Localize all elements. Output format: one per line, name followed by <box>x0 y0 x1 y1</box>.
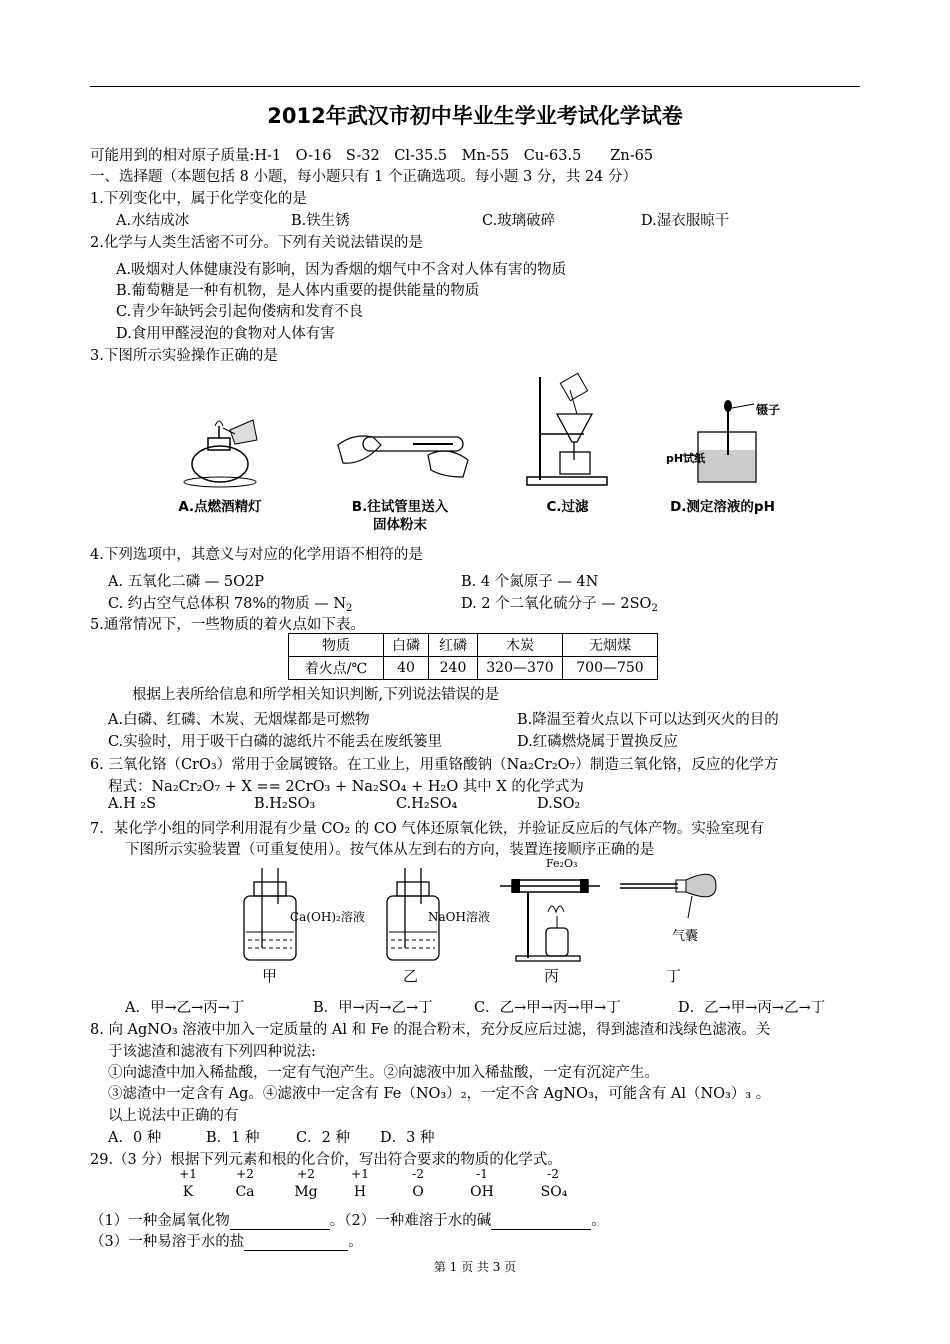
page-footer: 第 1 页 共 3 页 <box>433 1260 517 1274</box>
fig-a-label: A.点燃酒精灯 <box>178 499 262 515</box>
q2-option-b: B.葡萄糖是一种有机物，是人体内重要的提供能量的物质 <box>116 283 480 299</box>
q8-line3: ①向滤渣中加入稀盐酸，一定有气泡产生。②向滤液中加入稀盐酸，一定有沉淀产生。 <box>108 1065 659 1081</box>
ignition-point-table <box>288 633 658 680</box>
gas-bag-figure <box>620 870 720 925</box>
symbol-h: H <box>353 1184 367 1200</box>
fig-bing-label: 丙 <box>544 967 560 985</box>
q5-option-a: A.白磷、红磷、木炭、无烟煤都是可燃物 <box>108 712 370 728</box>
q2-option-c: C.青少年缺钙会引起佝偻病和发育不良 <box>116 304 364 320</box>
symbol-mg: Mg <box>294 1184 318 1200</box>
q5-option-c: C.实验时，用于吸干白磷的滤纸片不能丢在废纸篓里 <box>108 734 443 750</box>
q4-stem: 4.下列选项中，其意义与对应的化学用语不相符的是 <box>90 547 423 563</box>
fig-b-label-line1: B.往试管里送入 <box>351 499 449 515</box>
q8-option-a: A．0 种 <box>108 1130 162 1146</box>
q6-option-c: C.H₂SO₄ <box>396 796 458 812</box>
q5-option-d: D.红磷燃烧属于置换反应 <box>517 734 678 750</box>
reduction-apparatus-figure <box>500 872 600 962</box>
valence-ca: +2 <box>236 1167 254 1181</box>
valence-oh: -1 <box>476 1167 488 1181</box>
q8-option-b: B．1 种 <box>206 1130 260 1146</box>
table-cell: 320—370 <box>478 657 563 680</box>
answer-blank-3[interactable] <box>244 1234 348 1251</box>
symbol-o: O <box>412 1184 424 1200</box>
table-cell: 40 <box>384 657 429 680</box>
valence-o: -2 <box>412 1167 424 1181</box>
fig-jia-label: 甲 <box>262 967 278 985</box>
q6-option-b: B.H₂SO₃ <box>254 796 316 812</box>
fig-d-label: D.测定溶液的pH <box>670 499 775 515</box>
fig-yi-label: 乙 <box>403 967 419 985</box>
table-header-cell: 物质 <box>289 634 384 657</box>
q8-line4: ③滤渣中一定含有 Ag。④滤液中一定含有 Fe（NO₃）₂，一定不含 AgNO₃，可能含有 Al（NO₃）₃ 。 <box>108 1086 771 1102</box>
jia-solution-label: Ca(OH)₂溶液 <box>290 910 365 924</box>
q7-option-c: C．乙→甲→丙→甲→丁 <box>474 1000 621 1016</box>
symbol-so4: SO₄ <box>540 1184 568 1200</box>
q6-option-d: D.SO₂ <box>537 796 581 812</box>
atomic-masses: 可能用到的相对原子质量:H-1 O-16 S-32 Cl-35.5 Mn-55 Cu-63.5 Zn-65 <box>90 148 654 164</box>
test-tube-figure <box>333 415 473 485</box>
fig-ding-label: 丁 <box>666 967 682 985</box>
q7-line1: 7．某化学小组的同学利用混有少量 CO₂ 的 CO 气体还原氧化铁，并验证反应后的气体产物。实验室现有 <box>90 821 764 837</box>
symbol-k: K <box>182 1184 194 1200</box>
q4-option-c: C. 约占空气总体积 78%的物质 — $N_2$ <box>108 596 353 614</box>
section-one-heading: 一、选择题（本题包括 8 小题，每小题只有 1 个正确选项。每小题 3 分，共 24 分） <box>90 169 637 185</box>
symbol-oh: OH <box>470 1184 494 1200</box>
q29-stem: 29.（3 分）根据下列元素和根的化合价，写出符合要求的物质的化学式。 <box>90 1152 562 1168</box>
answer-blank-1[interactable] <box>230 1213 330 1230</box>
q6-line1: 6. 三氧化铬（CrO₃）常用于金属镀铬。在工业上，用重铬酸钠（Na₂Cr₂O₇）制造三氧化铬，反应的化学方 <box>90 757 779 773</box>
q1-option-b: B.铁生锈 <box>291 213 350 229</box>
q8-option-c: C．2 种 <box>296 1130 350 1146</box>
alcohol-lamp-figure <box>175 412 270 490</box>
q4-option-d: D. 2 个二氧化硫分子 — $2SO_2$ <box>461 596 658 614</box>
q2-option-a: A.吸烟对人体健康没有影响，因为香烟的烟气中不含对人体有害的物质 <box>116 262 567 278</box>
fig-b-label-line2: 固体粉末 <box>373 517 427 533</box>
valence-h: +1 <box>351 1167 369 1181</box>
q8-option-d: D．3 种 <box>380 1130 435 1146</box>
q7-option-a: A．甲→乙→丙→丁 <box>125 1000 245 1016</box>
table-row <box>289 657 658 680</box>
q1-option-a: A.水结成冰 <box>116 213 190 229</box>
gas-bag-label: 气囊 <box>672 929 699 944</box>
table-header-cell: 无烟煤 <box>563 634 658 657</box>
q4-option-a: A. 五氧化二磷 — 5O2P <box>108 574 265 590</box>
q2-stem: 2.化学与人类生活密不可分。下列有关说法错误的是 <box>90 235 423 251</box>
q7-line2: 下图所示实验装置（可重复使用）。按气体从左到右的方向，装置连接顺序正确的是 <box>125 842 655 858</box>
q7-option-d: D．乙→甲→丙→乙→丁 <box>678 1000 826 1016</box>
valence-k: +1 <box>179 1167 197 1181</box>
ph-paper-label: pH试纸 <box>666 452 706 465</box>
q5-stem: 5.通常情况下，一些物质的着火点如下表。 <box>90 617 365 633</box>
q6-line2: 程式：Na₂Cr₂O₇ + X == 2CrO₃ + Na₂SO₄ + H₂O 其中 X 的化学式为 <box>108 779 584 795</box>
q29-part3: （3）一种易溶于水的盐 。 <box>90 1234 363 1250</box>
q4-option-b: B. 4 个氮原子 — 4N <box>461 574 599 590</box>
header-rule <box>90 86 860 87</box>
table-cell: 240 <box>429 657 478 680</box>
q6-option-a: A.H ₂S <box>108 796 157 812</box>
filtration-figure <box>522 372 617 490</box>
tweezers-label: 镊子 <box>756 403 781 417</box>
table-cell: 着火点/℃ <box>289 657 384 680</box>
q29-part1: （1）一种金属氧化物 。（2）一种难溶于水的碱 。 <box>90 1213 606 1229</box>
q1-option-c: C.玻璃破碎 <box>482 213 556 229</box>
q8-line2: 于该滤渣和滤液有下列四种说法: <box>108 1044 316 1060</box>
q5-lead: 根据上表所给信息和所学相关知识判断,下列说法错误的是 <box>132 687 500 703</box>
q7-option-b: B．甲→丙→乙→丁 <box>313 1000 433 1016</box>
q5-option-b: B.降温至着火点以下可以达到灭火的目的 <box>517 712 779 728</box>
q8-line5: 以上说法中正确的有 <box>108 1108 239 1124</box>
valence-mg: +2 <box>297 1167 315 1181</box>
valence-so4: -2 <box>547 1167 559 1181</box>
q2-option-d: D.食用甲醛浸泡的食物对人体有害 <box>116 326 335 342</box>
yi-solution-label: NaOH溶液 <box>428 910 490 924</box>
answer-blank-2[interactable] <box>491 1213 591 1230</box>
q1-stem: 1.下列变化中，属于化学变化的是 <box>90 191 307 207</box>
q1-option-d: D.湿衣服晾干 <box>641 213 730 229</box>
q3-stem: 3.下图所示实验操作正确的是 <box>90 348 278 364</box>
fe2o3-label: Fe₂O₃ <box>546 857 578 870</box>
table-row <box>289 634 658 657</box>
page-title: 2012年武汉市初中毕业生学业考试化学试卷 <box>267 104 683 128</box>
symbol-ca: Ca <box>235 1184 255 1200</box>
table-header-cell: 木炭 <box>478 634 563 657</box>
table-header-cell: 白磷 <box>384 634 429 657</box>
q8-line1: 8. 向 AgNO₃ 溶液中加入一定质量的 Al 和 Fe 的混合粉末，充分反应后过滤，得到滤渣和浅绿色滤液。关 <box>90 1022 771 1038</box>
table-header-cell: 红磷 <box>429 634 478 657</box>
table-cell: 700—750 <box>563 657 658 680</box>
fig-c-label: C.过滤 <box>546 499 589 515</box>
